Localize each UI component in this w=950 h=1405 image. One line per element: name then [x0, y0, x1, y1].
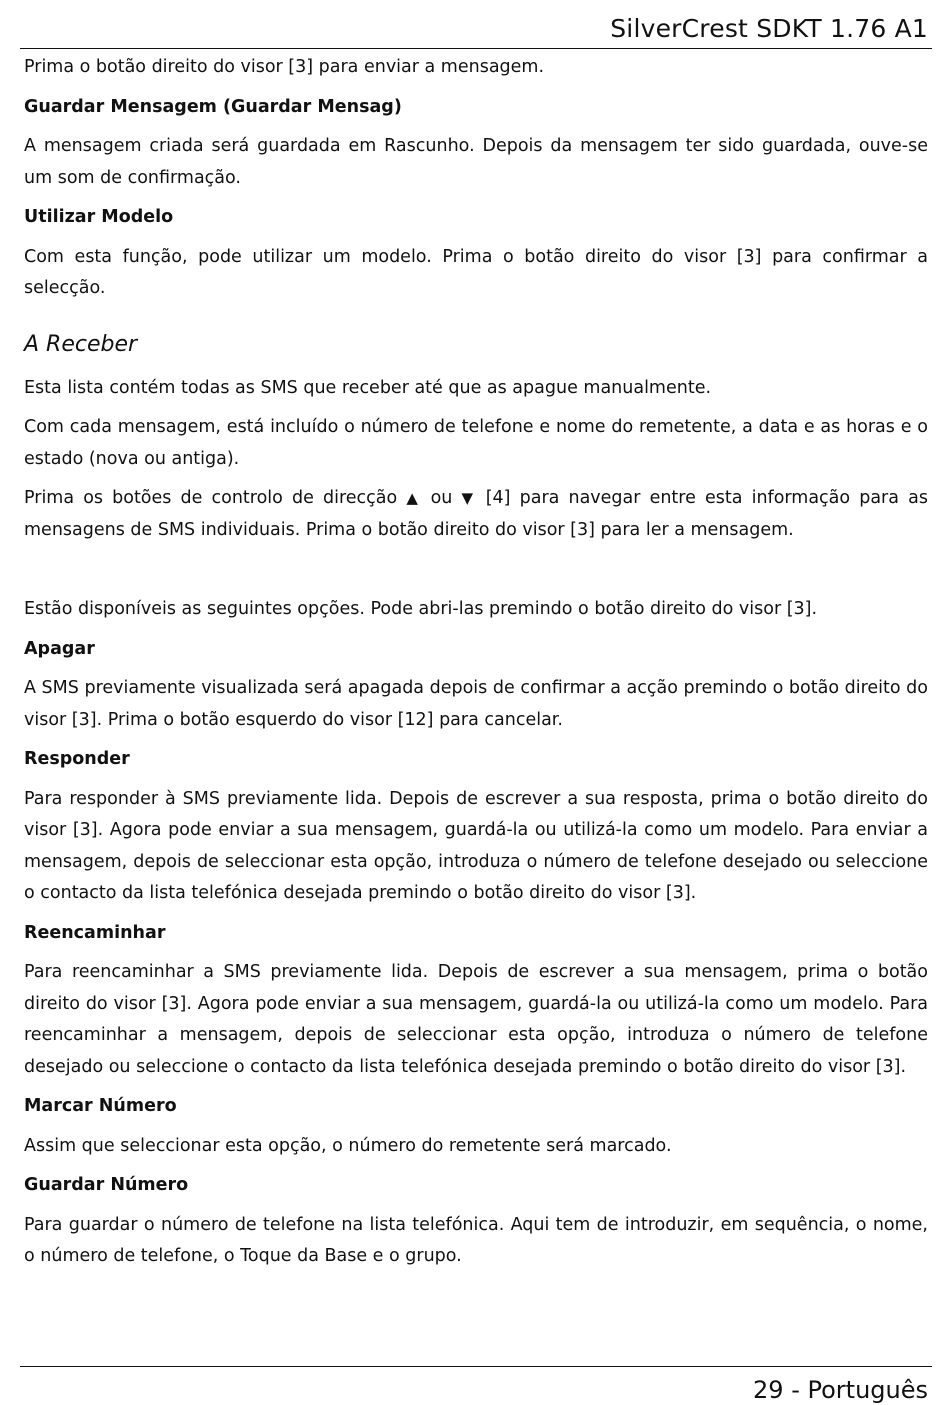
paragraph-send: Prima o botão direito do visor [3] para enviar a mensagem. — [24, 57, 545, 77]
paragraph-forward: Para reencaminhar a SMS previamente lida. Depois de escrever a sua mensagem, prima o botão direito do visor [3]. Agora pode enviar a sua mensagem, guardá-la ou utilizá-la como um modelo. Para reencaminhar a mensagem, depois de seleccionar esta opção, introduza o número de telefone desejado ou seleccione o contacto da lista telefónica desejada premindo o botão direito do visor [3]. — [24, 962, 928, 1077]
paragraph-save-message: A mensagem criada será guardada em Rascunho. Depois da mensagem ter sido guardada, ouve-se um som de confirmação. — [24, 136, 928, 188]
paragraph-reply: Para responder à SMS previamente lida. Depois de escrever a sua resposta, prima o botão direito do visor [3]. Agora pode enviar a sua mensagem, guardá-la ou utilizá-la como um modelo. Para enviar a mensagem, depois de seleccionar esta opção, introduza o número de telefone desejado ou seleccione o contacto da lista telefónica desejada premindo o botão direito do visor [3]. — [24, 788, 928, 903]
paragraph-delete: A SMS previamente visualizada será apagada depois de confirmar a acção premindo o botão direito do visor [3]. Prima o botão esquerdo do visor [12] para cancelar. — [24, 678, 928, 730]
page-footer: 29 - Português — [753, 1376, 928, 1404]
heading-delete: Apagar — [24, 638, 95, 659]
heading-use-template: Utilizar Modelo — [24, 207, 174, 227]
header-divider — [20, 48, 932, 49]
paragraph-store-number: Para guardar o número de telefone na lista telefónica. Aqui tem de introduzir, em sequência, o nome, o número de telefone, o Toque da Base e o grupo. — [24, 1214, 928, 1266]
paragraph-inbox-2: Com cada mensagem, está incluído o número de telefone e nome do remetente, a data e as horas e o estado (nova ou antiga). — [24, 417, 928, 469]
paragraph-inbox-3 — [24, 483, 928, 546]
spacer — [24, 554, 928, 594]
header-title: SilverCrest SDKT 1.76 A1 — [610, 14, 928, 43]
page-content — [24, 52, 928, 1281]
heading-reply: Responder — [24, 749, 130, 769]
heading-dial-number: Marcar Número — [24, 1096, 177, 1116]
paragraph-inbox-1: Esta lista contém todas as SMS que receber até que as apague manualmente. — [24, 377, 712, 398]
paragraph-options: Estão disponíveis as seguintes opções. Pode abri-las premindo o botão direito do visor [3]. — [24, 599, 818, 619]
heading-store-number: Guardar Número — [24, 1175, 189, 1195]
inbox-3-text-c: [4] para navegar entre esta informação para as mensagens de SMS individuais. Prima o botão direito do visor [3] para ler a mensagem. — [24, 488, 928, 540]
paragraph-use-template: Com esta função, pode utilizar um modelo. Prima o botão direito do visor [3] para confirmar a selecção. — [24, 246, 928, 298]
inbox-3-text-b: ou — [430, 488, 453, 508]
paragraph-dial-number: Assim que seleccionar esta opção, o número do remetente será marcado. — [24, 1135, 672, 1156]
arrow-up-icon: ▲ — [406, 489, 422, 507]
inbox-3-text-a: Prima os botões de controlo de direcção — [24, 488, 398, 508]
footer-divider — [20, 1366, 932, 1367]
section-title-inbox: A Receber — [24, 331, 138, 357]
heading-save-message: Guardar Mensagem (Guardar Mensag) — [24, 96, 402, 117]
arrow-down-icon: ▼ — [461, 489, 477, 507]
heading-forward: Reencaminhar — [24, 922, 166, 943]
